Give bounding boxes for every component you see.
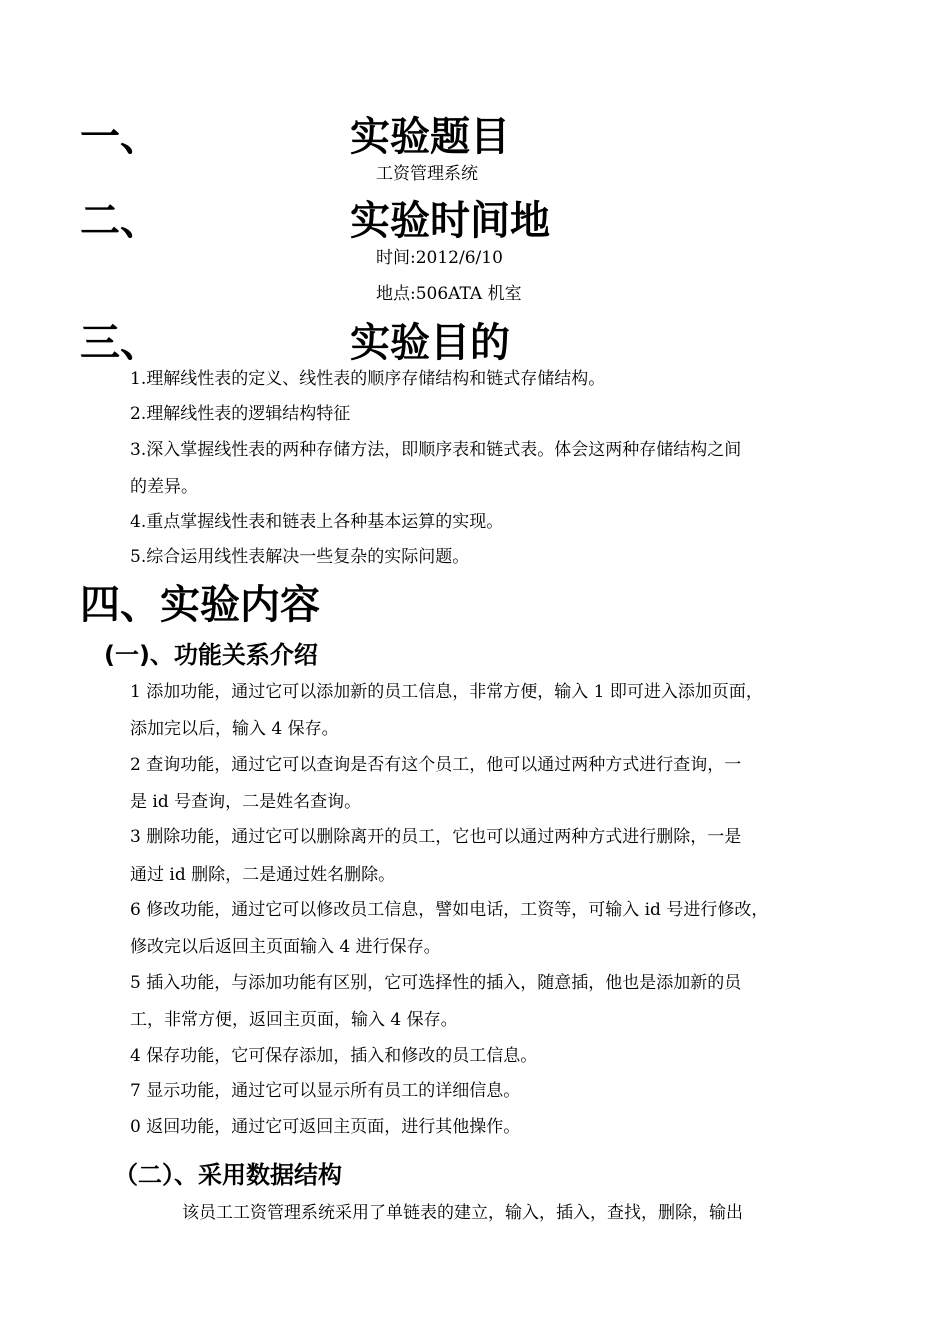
section-4-line: 5 插入功能，与添加功能有区别，它可选择性的插入，随意插，他也是添加新的员 (130, 973, 742, 993)
section-1-body: 工资管理系统 (376, 164, 478, 184)
section-1-number: 一、 (80, 114, 160, 160)
section-4-line: 7 显示功能，通过它可以显示所有员工的详细信息。 (130, 1081, 521, 1101)
section-4-line: 6 修改功能，通过它可以修改员工信息，譬如电话，工资等，可输入 id 号进行修改， (130, 900, 769, 920)
section-2-number: 二、 (80, 198, 160, 244)
section-4-line: 3 删除功能，通过它可以删除离开的员工，它也可以通过两种方式进行删除，一是 (130, 827, 742, 847)
section-4-line: 工，非常方便，返回主页面，输入 4 保存。 (130, 1010, 458, 1030)
section-1-title: 实验题目 (350, 114, 510, 160)
section-3-item: 2.理解线性表的逻辑结构特征 (130, 404, 351, 424)
section-4-line: 1 添加功能，通过它可以添加新的员工信息，非常方便，输入 1 即可进入添加页面， (130, 682, 763, 702)
section-4-line: 修改完以后返回主页面输入 4 进行保存。 (130, 937, 441, 957)
section-3-item: 1.理解线性表的定义、线性表的顺序存储结构和链式存储结构。 (130, 369, 606, 389)
section-4-title: 四、实验内容 (80, 582, 320, 628)
section-4-line: 是 id 号查询，二是姓名查询。 (130, 792, 362, 812)
section-2-time: 时间:2012/6/10 (376, 248, 503, 268)
section-4-line: 0 返回功能，通过它可返回主页面，进行其他操作。 (130, 1117, 521, 1137)
section-4-line: 通过 id 删除，二是通过姓名删除。 (130, 865, 396, 885)
section-2-title: 实验时间地 (350, 198, 550, 244)
section-3-title: 实验目的 (350, 320, 510, 366)
section-3-number: 三、 (80, 320, 160, 366)
section-4-line: 4 保存功能，它可保存添加，插入和修改的员工信息。 (130, 1046, 538, 1066)
section-2-place: 地点:506ATA 机室 (376, 284, 522, 304)
section-4-subheading-2-body: 该员工工资管理系统采用了单链表的建立，输入，插入，查找，删除，输出 (182, 1203, 743, 1223)
section-4-line: 添加完以后，输入 4 保存。 (130, 719, 339, 739)
section-4-line: 2 查询功能，通过它可以查询是否有这个员工，他可以通过两种方式进行查询，一 (130, 755, 742, 775)
section-4-subheading-2: （二）、采用数据结构 (114, 1161, 342, 1189)
section-3-item: 3.深入掌握线性表的两种存储方法，即顺序表和链式表。体会这两种存储结构之间 (130, 440, 742, 460)
section-3-item: 5.综合运用线性表解决一些复杂的实际问题。 (130, 547, 470, 567)
section-3-item: 的差异。 (130, 477, 198, 497)
section-3-item: 4.重点掌握线性表和链表上各种基本运算的实现。 (130, 512, 504, 532)
section-4-subheading-1: (一)、功能关系介绍 (104, 641, 318, 669)
